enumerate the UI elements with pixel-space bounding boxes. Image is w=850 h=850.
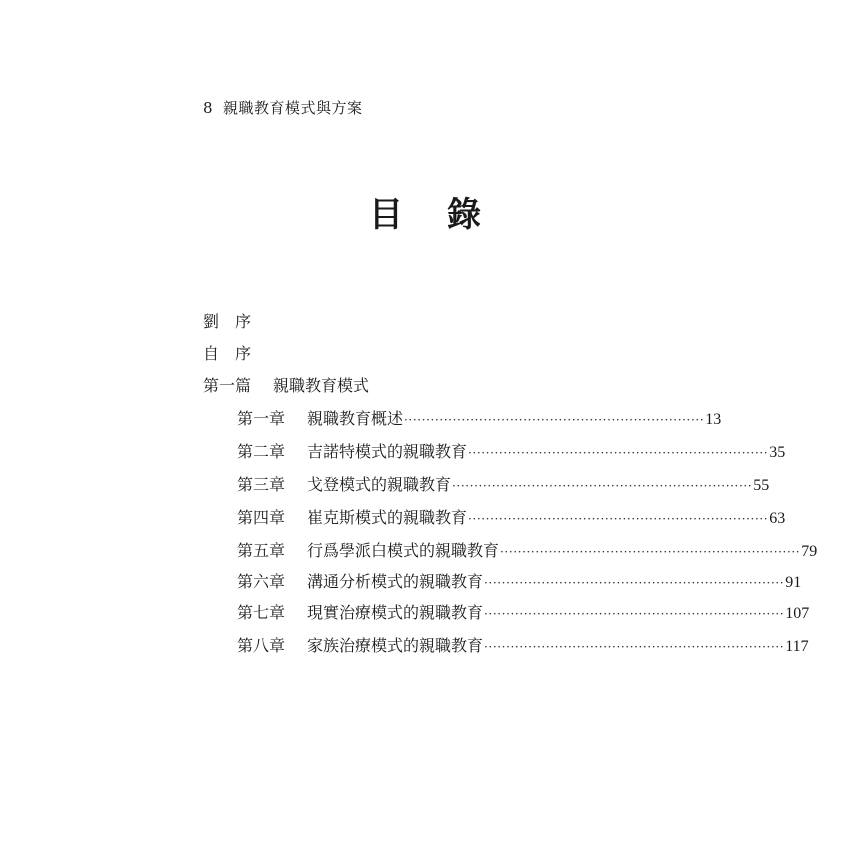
- front-matter-char: 序: [235, 344, 252, 363]
- chapter-number: 第七章: [237, 603, 286, 622]
- toc-front-matter-preface-author[interactable]: [203, 343, 267, 365]
- chapter-page: 91: [785, 574, 802, 591]
- toc-chapter-6[interactable]: [237, 571, 802, 594]
- book-title: 親職教育模式與方案: [223, 99, 363, 117]
- chapter-title: 戈登模式的親職教育: [307, 475, 452, 494]
- chapter-number: 第一章: [237, 409, 286, 428]
- chapter-page: 55: [753, 477, 770, 494]
- chapter-page: 35: [769, 444, 786, 461]
- chapter-page: 79: [801, 543, 818, 560]
- chapter-title: 現實治療模式的親職教育: [307, 603, 484, 622]
- toc-chapter-7[interactable]: [237, 602, 810, 625]
- toc-chapter-4[interactable]: [237, 507, 786, 530]
- chapter-page: 117: [785, 638, 809, 655]
- dot-leader: ····································································: [484, 640, 785, 654]
- toc-chapter-5[interactable]: [237, 540, 818, 563]
- chapter-number: 第三章: [237, 475, 286, 494]
- chapter-number: 第二章: [237, 442, 286, 461]
- chapter-title: 溝通分析模式的親職教育: [307, 572, 484, 591]
- toc-chapter-8[interactable]: [237, 635, 809, 658]
- front-matter-char: 序: [235, 312, 252, 331]
- chapter-title: 家族治療模式的親職教育: [307, 636, 484, 655]
- dot-leader: ····································································: [468, 446, 769, 460]
- dot-leader: ····································································: [500, 545, 801, 559]
- dot-leader: ····································································: [452, 479, 753, 493]
- chapter-number: 第五章: [237, 541, 286, 560]
- chapter-page: 13: [705, 411, 722, 428]
- dot-leader: ····································································: [484, 576, 785, 590]
- chapter-title: 親職教育概述: [307, 409, 404, 428]
- chapter-title: 行爲學派白模式的親職教育: [307, 541, 500, 560]
- toc-chapter-2[interactable]: [237, 441, 786, 464]
- part-title: 親職教育模式: [273, 376, 370, 395]
- front-matter-char: 自: [203, 344, 220, 363]
- chapter-page: 63: [769, 510, 786, 527]
- toc-front-matter-preface-liu[interactable]: [203, 311, 267, 333]
- chapter-title: 吉諾特模式的親職教育: [307, 442, 468, 461]
- toc-title-char: 目: [369, 195, 403, 235]
- dot-leader: ····································································: [484, 607, 785, 621]
- chapter-number: 第六章: [237, 572, 286, 591]
- chapter-number: 第八章: [237, 636, 286, 655]
- page-number: 8: [203, 99, 213, 117]
- chapter-number: 第四章: [237, 508, 286, 527]
- toc-chapter-1[interactable]: [237, 408, 722, 431]
- chapter-page: 107: [785, 605, 810, 622]
- toc-part-1[interactable]: [203, 375, 369, 397]
- part-label: 第一篇: [203, 376, 252, 395]
- front-matter-char: 劉: [203, 312, 220, 331]
- dot-leader: ····································································: [468, 512, 769, 526]
- toc-title-char: 錄: [447, 195, 481, 235]
- dot-leader: ····································································: [404, 413, 705, 427]
- toc-chapter-3[interactable]: [237, 474, 770, 497]
- chapter-title: 崔克斯模式的親職教育: [307, 508, 468, 527]
